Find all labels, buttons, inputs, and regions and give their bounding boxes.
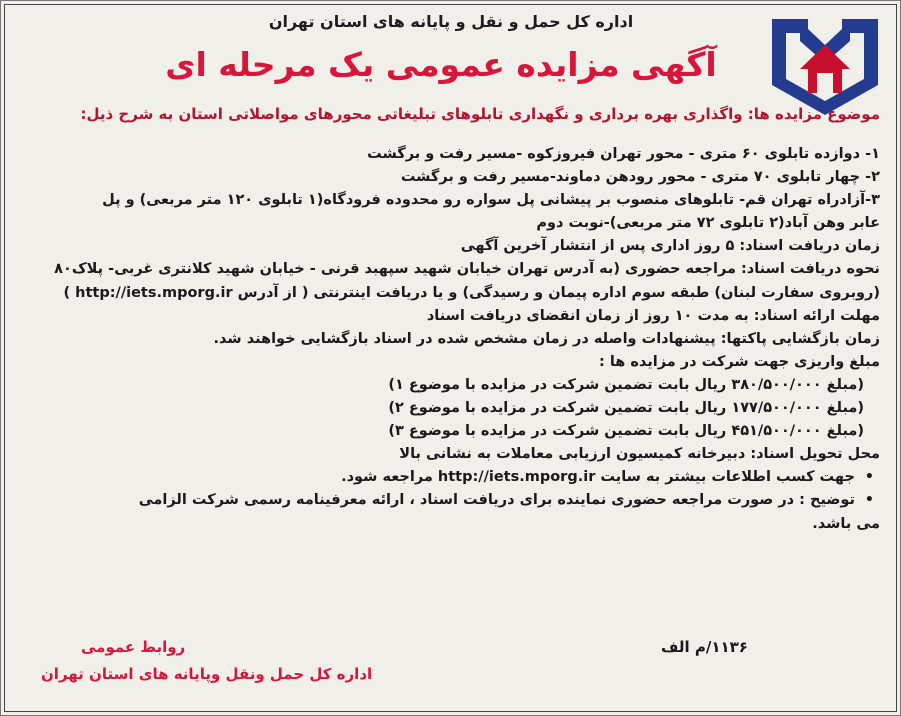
info-text: جهت کسب اطلاعات بیشتر به سایت <box>600 469 855 486</box>
auction-subject: موضوع مزایده ها: واگذاری بهره برداری و نگهداری تابلوهای تبلیغاتی محورهای مواصلاتی استان به شرح ذیل: <box>80 105 880 123</box>
header-organization: اداره کل حمل و نقل و پایانه های استان تهران <box>268 12 634 31</box>
receive-method-line-1: نحوه دریافت اسناد: مراجعه حضوری (به آدرس تهران خیابان شهید سپهبد قرنی - خیابان شهید کلانتری غربی- پلاک۸۰ <box>54 261 880 278</box>
receive-method-close: ) <box>63 284 71 301</box>
info-bullet <box>15 466 880 489</box>
note-bullet <box>15 489 880 512</box>
opening-time: زمان بازگشایی پاکتها: پیشنهادات واصله در زمان مشخص شده در اسناد بازگشایی خواهند شد. <box>213 330 880 347</box>
footer-organization: اداره کل حمل ونقل وپایانه های استان تهران <box>41 665 373 683</box>
bullet-icon: • <box>864 469 874 486</box>
deposit-1: (مبلغ ۳۸۰/۵۰۰/۰۰۰ ریال بابت تضمین شرکت در مزایده با موضوع ۱) <box>388 376 864 393</box>
info-text-end: مراجعه شود. <box>341 469 433 486</box>
receive-method-url: http://iets.mporg.ir <box>75 284 233 301</box>
receive-method-line-2 <box>15 282 880 305</box>
reference-number: ۱۱۳۶/م الف <box>661 638 748 656</box>
item-3-line-2: عابر وهن آباد(۲ تابلوی ۷۲ متر مربعی)-نوبت دوم <box>536 215 880 232</box>
submit-deadline: مهلت ارائه اسناد: به مدت ۱۰ روز از زمان انقضای دریافت اسناد <box>426 307 880 324</box>
announcement-body <box>15 143 880 536</box>
deposit-heading: مبلغ واریزی جهت شرکت در مزایده ها : <box>598 353 880 370</box>
item-3-line-1: ۳-آزادراه تهران قم- تابلوهای منصوب بر پیشانی پل سواره رو محدوده فرودگاه(۱ تابلوی ۱۲۰ متر مربعی) و پل <box>102 192 880 209</box>
public-relations-label: روابط عمومی <box>81 638 186 656</box>
note-line-2: می باشد. <box>812 515 880 532</box>
transport-organization-logo-icon <box>766 15 884 119</box>
note-text: توضیح : در صورت مراجعه حضوری نماینده برای دریافت اسناد ، ارائه معرفینامه رسمی شرکت الزامی <box>138 492 855 509</box>
receive-method-text: (روبروی سفارت لبنان) طبقه سوم اداره پیمان و رسیدگی) و یا دریافت اینترنتی ( از آدرس <box>237 284 880 301</box>
delivery-place: محل تحویل اسناد: دبیرخانه کمیسیون ارزیابی معاملات به نشانی بالا <box>399 446 880 463</box>
info-url: http://iets.mporg.ir <box>437 469 596 486</box>
item-2: ۲- چهار تابلوی ۷۰ متری - محور رودهن دماوند-مسیر رفت و برگشت <box>400 169 880 186</box>
bullet-icon: • <box>864 492 874 509</box>
receive-time: زمان دریافت اسناد: ۵ روز اداری پس از انتشار آخرین آگهی <box>460 238 880 255</box>
deposit-3: (مبلغ ۴۵۱/۵۰۰/۰۰۰ ریال بابت تضمین شرکت در مزایده با موضوع ۳) <box>388 423 864 440</box>
page-title: آگهی مزایده عمومی یک مرحله ای <box>165 45 717 84</box>
deposit-2: (مبلغ ۱۷۷/۵۰۰/۰۰۰ ریال بابت تضمین شرکت در مزایده با موضوع ۲) <box>388 400 864 417</box>
item-1: ۱- دوازده تابلوی ۶۰ متری - محور تهران فیروزکوه -مسیر رفت و برگشت <box>367 146 880 162</box>
